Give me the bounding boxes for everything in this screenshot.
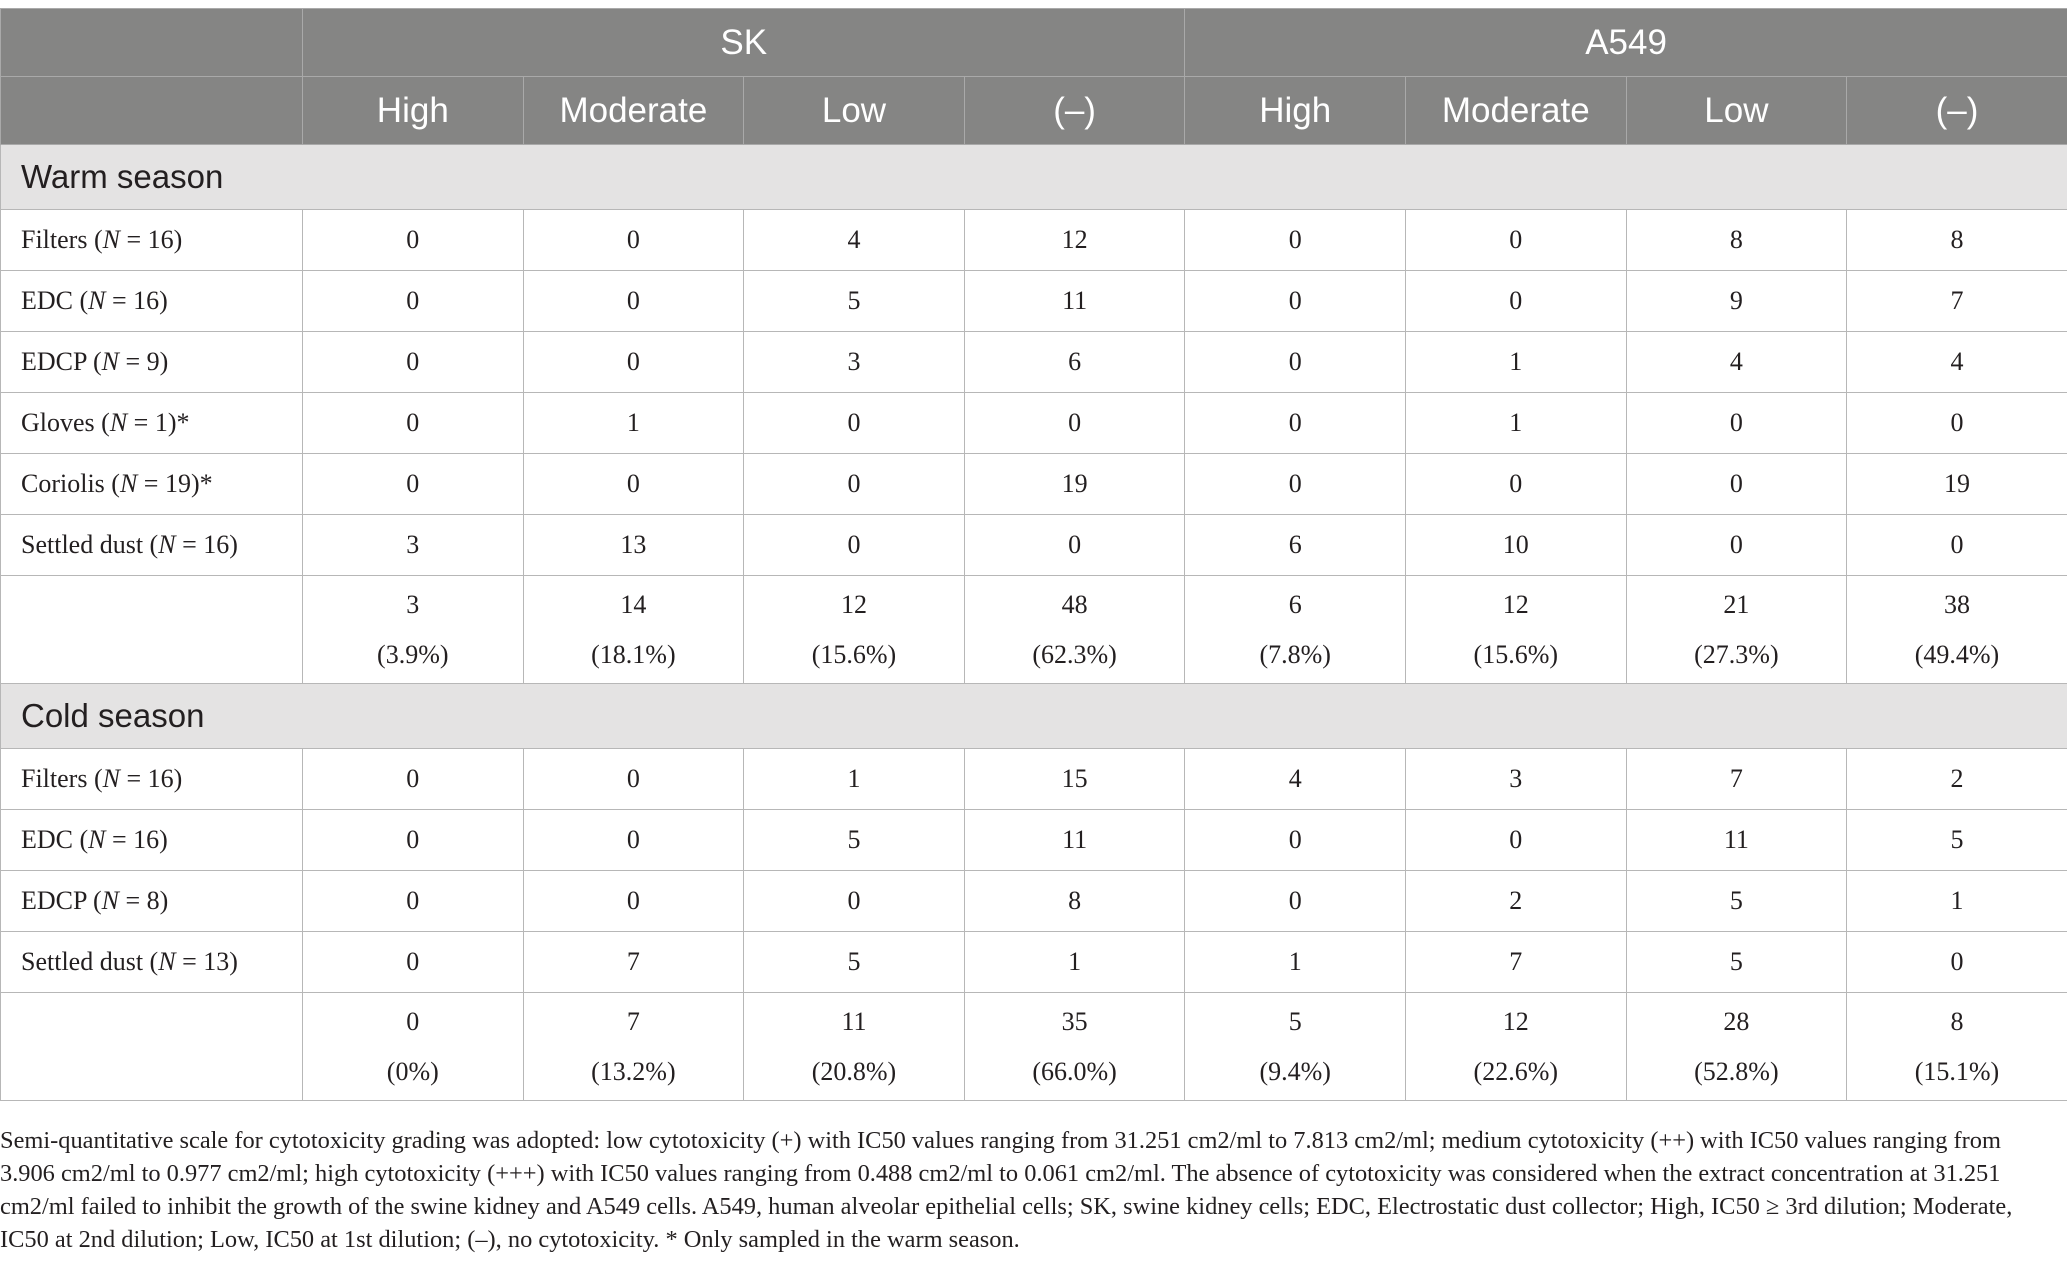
table-cell: 2	[1405, 871, 1626, 932]
header-group-a549: A549	[1185, 9, 2067, 77]
table-row	[1, 932, 2067, 993]
table-cell: 10	[1405, 515, 1626, 576]
total-cell: 21 (27.3%)	[1626, 576, 1847, 684]
total-cell: 7 (13.2%)	[523, 993, 744, 1101]
total-cell: 38 (49.4%)	[1847, 576, 2067, 684]
table-cell: 4	[744, 210, 965, 271]
table-cell: 0	[523, 271, 744, 332]
table-cell: 1	[744, 749, 965, 810]
table-cell: 0	[303, 393, 524, 454]
table-cell: 0	[303, 332, 524, 393]
row-label: EDC (N = 16)	[1, 271, 303, 332]
table-cell: 0	[1626, 393, 1847, 454]
table-cell: 0	[1185, 393, 1406, 454]
table-cell: 0	[1847, 515, 2067, 576]
table-cell: 4	[1185, 749, 1406, 810]
total-cell: 12 (15.6%)	[1405, 576, 1626, 684]
row-label: Coriolis (N = 19)*	[1, 454, 303, 515]
section-warm-season	[1, 145, 2067, 210]
table-cell: 0	[303, 454, 524, 515]
table-cell: 7	[1405, 932, 1626, 993]
table-cell: 0	[1185, 454, 1406, 515]
total-cell: 5 (9.4%)	[1185, 993, 1406, 1101]
table-cell: 0	[1626, 454, 1847, 515]
table-cell: 12	[964, 210, 1185, 271]
row-label: Filters (N = 16)	[1, 210, 303, 271]
table-cell: 2	[1847, 749, 2067, 810]
table-cell: 5	[1626, 871, 1847, 932]
table-cell: 1	[1405, 332, 1626, 393]
total-cell: 12 (15.6%)	[744, 576, 965, 684]
table-cell: 0	[1185, 271, 1406, 332]
table-cell: 0	[523, 871, 744, 932]
header-level: Moderate	[1405, 77, 1626, 145]
table-cell: 1	[1405, 393, 1626, 454]
table-cell: 5	[744, 271, 965, 332]
row-label: Settled dust (N = 13)	[1, 932, 303, 993]
header-level: Low	[1626, 77, 1847, 145]
table-cell: 11	[964, 810, 1185, 871]
table-cell: 0	[303, 749, 524, 810]
table-row-totals	[1, 576, 2067, 684]
table-cell: 3	[303, 515, 524, 576]
table-cell: 0	[1185, 210, 1406, 271]
table-cell: 0	[964, 393, 1185, 454]
table-cell: 0	[523, 454, 744, 515]
table-cell: 0	[523, 749, 744, 810]
section-title: Warm season	[1, 145, 2067, 210]
header-level: High	[303, 77, 524, 145]
table-cell: 1	[964, 932, 1185, 993]
totals-label-cell	[1, 993, 303, 1101]
header-level: Moderate	[523, 77, 744, 145]
row-label: EDC (N = 16)	[1, 810, 303, 871]
table-cell: 0	[744, 515, 965, 576]
table-cell: 0	[1847, 393, 2067, 454]
table-cell: 0	[303, 810, 524, 871]
table-row	[1, 332, 2067, 393]
table-cell: 3	[744, 332, 965, 393]
table-row	[1, 871, 2067, 932]
row-label: Gloves (N = 1)*	[1, 393, 303, 454]
table-cell: 0	[523, 810, 744, 871]
table-cell: 1	[523, 393, 744, 454]
total-cell: 0 (0%)	[303, 993, 524, 1101]
header-level: Low	[744, 77, 965, 145]
table-cell: 6	[1185, 515, 1406, 576]
header-level: High	[1185, 77, 1406, 145]
table-cell: 5	[744, 810, 965, 871]
table-cell: 0	[303, 871, 524, 932]
table-cell: 7	[523, 932, 744, 993]
table-cell: 0	[1405, 210, 1626, 271]
table-cell: 0	[1185, 871, 1406, 932]
table-cell: 11	[1626, 810, 1847, 871]
table-cell: 13	[523, 515, 744, 576]
table-cell: 7	[1626, 749, 1847, 810]
table-row	[1, 454, 2067, 515]
table-cell: 0	[303, 271, 524, 332]
total-cell: 6 (7.8%)	[1185, 576, 1406, 684]
table-cell: 0	[1847, 932, 2067, 993]
table-cell: 0	[523, 210, 744, 271]
section-cold-season	[1, 684, 2067, 749]
header-corner-2	[1, 77, 303, 145]
table-cell: 0	[744, 871, 965, 932]
table-cell: 0	[1185, 810, 1406, 871]
table-cell: 19	[964, 454, 1185, 515]
table-cell: 0	[1405, 454, 1626, 515]
table-row	[1, 393, 2067, 454]
row-label: Filters (N = 16)	[1, 749, 303, 810]
row-label: EDCP (N = 8)	[1, 871, 303, 932]
table-cell: 0	[964, 515, 1185, 576]
row-label: Settled dust (N = 16)	[1, 515, 303, 576]
table-row-totals	[1, 993, 2067, 1101]
table-cell: 4	[1626, 332, 1847, 393]
table-cell: 0	[1405, 271, 1626, 332]
header-level: (–)	[964, 77, 1185, 145]
table-cell: 0	[303, 932, 524, 993]
table-cell: 11	[964, 271, 1185, 332]
header-level-row	[1, 77, 2067, 145]
table-cell: 4	[1847, 332, 2067, 393]
cytotoxicity-table	[0, 8, 2067, 1101]
table-row	[1, 749, 2067, 810]
table-row	[1, 515, 2067, 576]
table-cell: 3	[1405, 749, 1626, 810]
table-cell: 5	[1626, 932, 1847, 993]
total-cell: 14 (18.1%)	[523, 576, 744, 684]
header-group-sk: SK	[303, 9, 1185, 77]
table-row	[1, 210, 2067, 271]
table-cell: 0	[744, 454, 965, 515]
total-cell: 12 (22.6%)	[1405, 993, 1626, 1101]
total-cell: 8 (15.1%)	[1847, 993, 2067, 1101]
table-cell: 0	[523, 332, 744, 393]
totals-label-cell	[1, 576, 303, 684]
table-cell: 5	[1847, 810, 2067, 871]
table-cell: 9	[1626, 271, 1847, 332]
total-cell: 28 (52.8%)	[1626, 993, 1847, 1101]
table-cell: 6	[964, 332, 1185, 393]
total-cell: 35 (66.0%)	[964, 993, 1185, 1101]
table-cell: 7	[1847, 271, 2067, 332]
table-cell: 0	[1405, 810, 1626, 871]
table-cell: 5	[744, 932, 965, 993]
row-label: EDCP (N = 9)	[1, 332, 303, 393]
section-title: Cold season	[1, 684, 2067, 749]
table-cell: 8	[1847, 210, 2067, 271]
table-row	[1, 271, 2067, 332]
total-cell: 3 (3.9%)	[303, 576, 524, 684]
table-cell: 8	[1626, 210, 1847, 271]
table-cell: 19	[1847, 454, 2067, 515]
header-group-row	[1, 9, 2067, 77]
table-cell: 15	[964, 749, 1185, 810]
total-cell: 48 (62.3%)	[964, 576, 1185, 684]
table-row	[1, 810, 2067, 871]
table-cell: 0	[303, 210, 524, 271]
header-level: (–)	[1847, 77, 2067, 145]
table-cell: 8	[964, 871, 1185, 932]
table-cell: 0	[1626, 515, 1847, 576]
table-cell: 0	[744, 393, 965, 454]
table-cell: 0	[1185, 332, 1406, 393]
table-footnote: Semi-quantitative scale for cytotoxicity grading was adopted: low cytotoxicity (+) with IC50 values ranging from 31.251 cm2/ml to 7.813 cm2/ml; medium cytotoxicity (++) with IC50 values ranging from 3.906 cm2/ml to 0.977 cm2/ml; high cytotoxicity (+++) with IC50 values ranging from 0.488 cm2/ml to 0.061 cm2/ml. The absence of cytotoxicity was considered when the extract concentration at 31.251 cm2/ml failed to inhibit the growth of the swine kidney and A549 cells. A549, human alveolar epithelial cells; SK, swine kidney cells; EDC, Electrostatic dust collector; High, IC50 ≥ 3rd dilution; Moderate, IC50 at 2nd dilution; Low, IC50 at 1st dilution; (–), no cytotoxicity. * Only sampled in the warm season.	[0, 1127, 2013, 1253]
total-cell: 11 (20.8%)	[744, 993, 965, 1101]
header-corner	[1, 9, 303, 77]
table-cell: 1	[1185, 932, 1406, 993]
table-cell: 1	[1847, 871, 2067, 932]
